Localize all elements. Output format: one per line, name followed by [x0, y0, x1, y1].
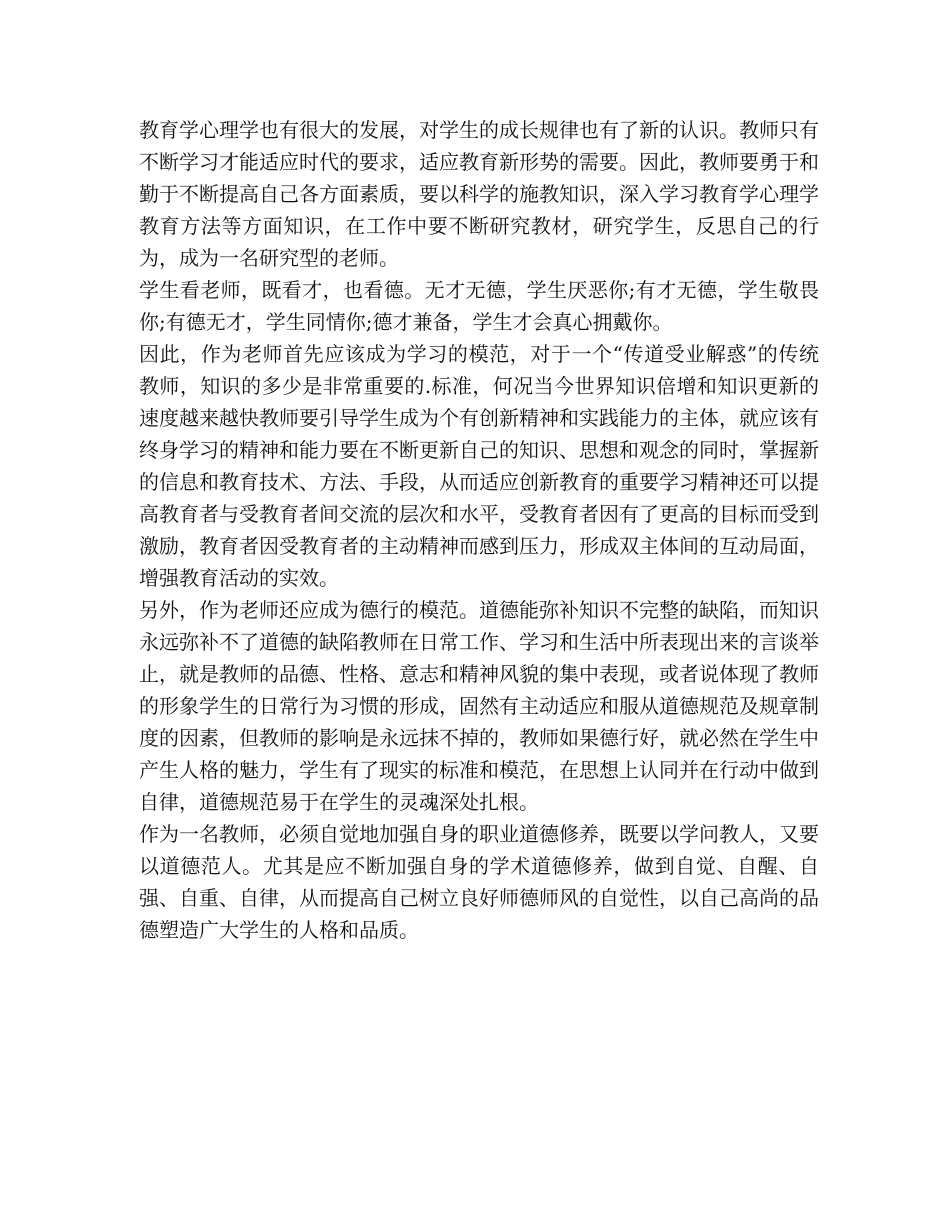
paragraph-4: 另外，作为老师还应成为德行的模范。道德能弥补知识不完整的缺陷，而知识永远弥补不了道德的缺陷教师在日常工作、学习和生活中所表现出来的言谈举止，就是教师的品德、性格、意志和精神风貌的集中表现，或者说体现了教师的形象学生的日常行为习惯的形成，固然有主动适应和服从道德规范及规章制度的因素，但教师的影响是永远抹不掉的，教师如果德行好，就必然在学生中产生人格的魅力，学生有了现实的标准和模范，在思想上认同并在行动中做到自律，道德规范易于在学生的灵魂深处扎根。 [139, 598, 819, 814]
paragraph-5: 作为一名教师，必须自觉地加强自身的职业道德修养，既要以学问教人，又要以道德范人。尤其是应不断加强自身的学术道德修养，做到自觉、自醒、自强、自重、自律，从而提高自己树立良好师德师风的自觉性，以自己高尚的品德塑造广大学生的人格和品质。 [139, 822, 819, 942]
paragraph-1: 教育学心理学也有很大的发展，对学生的成长规律也有了新的认识。教师只有不断学习才能适应时代的要求，适应教育新形势的需要。因此，教师要勇于和勤于不断提高自己各方面素质，要以科学的施教知识，深入学习教育学心理学教育方法等方面知识，在工作中要不断研究教材，研究学生，反思自己的行为，成为一名研究型的老师。 [139, 118, 819, 270]
document-body [139, 114, 819, 946]
paragraph-2: 学生看老师，既看才，也看德。无才无德，学生厌恶你;有才无德，学生敬畏你;有德无才，学生同情你;德才兼备，学生才会真心拥戴你。 [139, 278, 819, 334]
paragraph-3: 因此，作为老师首先应该成为学习的模范，对于一个“传道受业解惑”的传统教师，知识的多少是非常重要的.标准，何况当今世界知识倍增和知识更新的速度越来越快教师要引导学生成为个有创新精神和实践能力的主体，就应该有终身学习的精神和能力要在不断更新自己的知识、思想和观念的同时，掌握新的信息和教育技术、方法、手段，从而适应创新教育的重要学习精神还可以提高教育者与受教育者间交流的层次和水平，受教育者因有了更高的目标而受到激励，教育者因受教育者的主动精神而感到压力，形成双主体间的互动局面，增强教育活动的实效。 [139, 342, 819, 590]
